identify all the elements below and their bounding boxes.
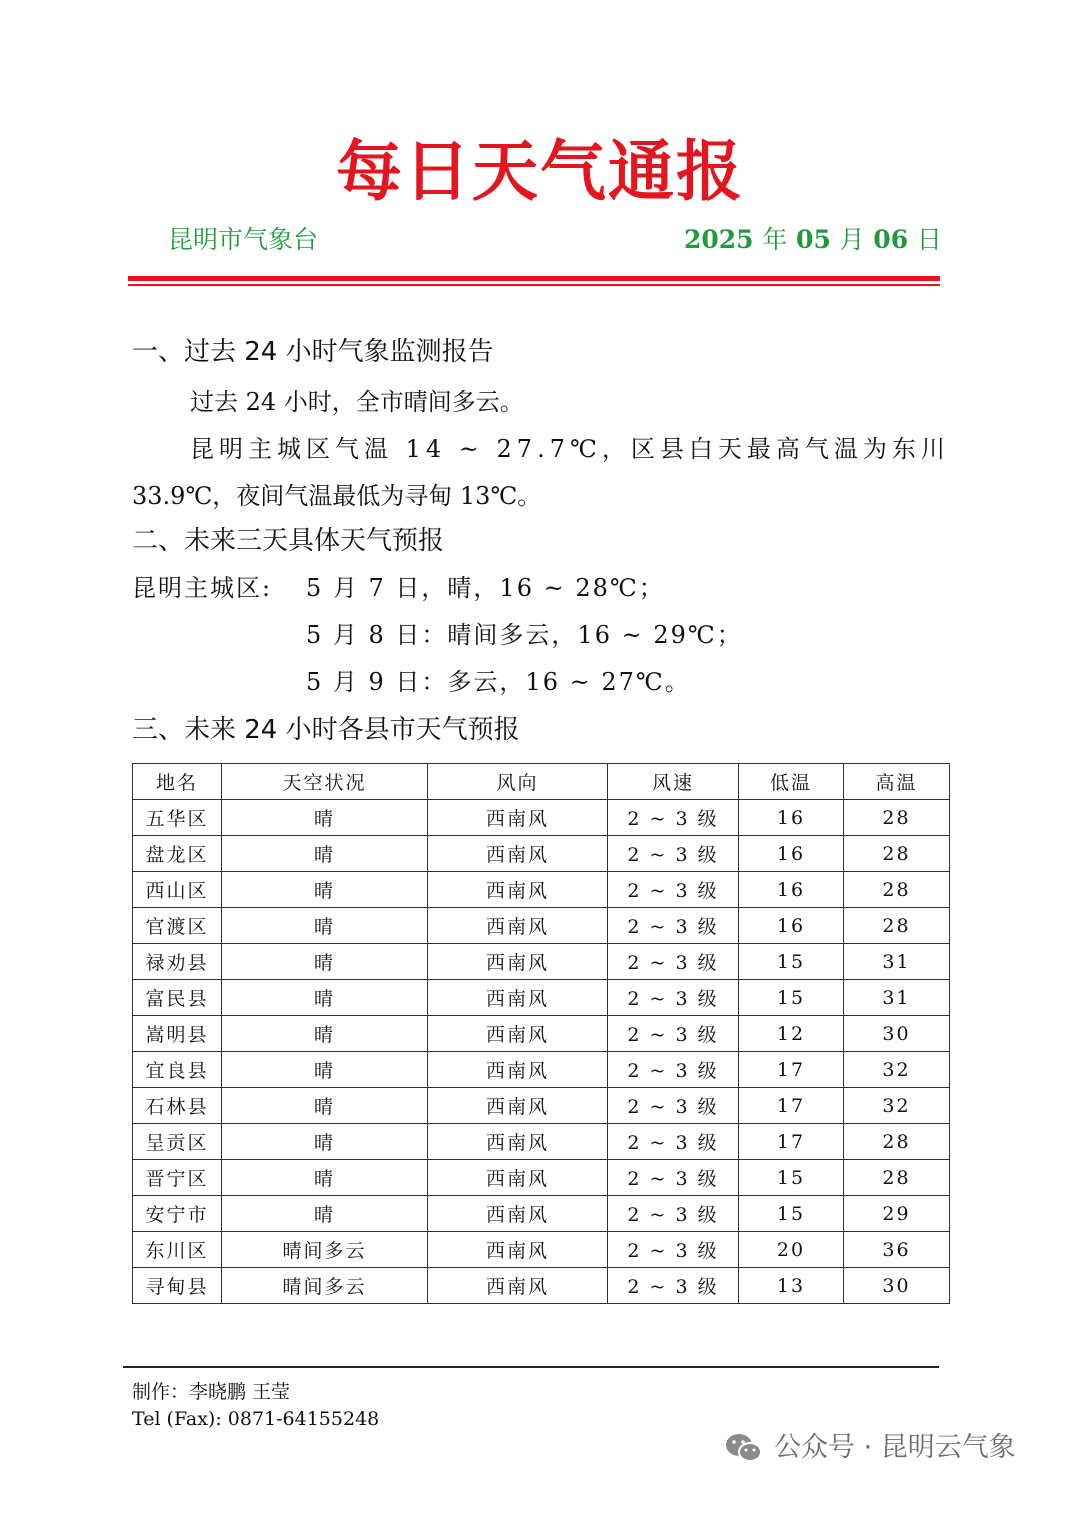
cell-sky: 晴 <box>222 836 428 872</box>
cell-wind-direction: 西南风 <box>428 1196 608 1232</box>
cell-wind-direction: 西南风 <box>428 1052 608 1088</box>
cell-wind-direction: 西南风 <box>428 1088 608 1124</box>
footer-tel: Tel (Fax): 0871-64155248 <box>132 1408 380 1430</box>
cell-high-temp: 30 <box>844 1016 950 1052</box>
cell-high-temp: 32 <box>844 1088 950 1124</box>
cell-wind-speed: 2 ~ 3 级 <box>608 872 739 908</box>
table-row <box>133 1016 950 1052</box>
cell-name: 宜良县 <box>133 1052 222 1088</box>
cell-name: 安宁市 <box>133 1196 222 1232</box>
cell-wind-direction: 西南风 <box>428 1268 608 1304</box>
table-row <box>133 1052 950 1088</box>
table-row <box>133 836 950 872</box>
cell-low-temp: 16 <box>739 836 844 872</box>
cell-sky: 晴 <box>222 1124 428 1160</box>
cell-name: 呈贡区 <box>133 1124 222 1160</box>
cell-sky: 晴 <box>222 800 428 836</box>
county-forecast-table <box>132 763 950 1304</box>
cell-wind-speed: 2 ~ 3 级 <box>608 800 739 836</box>
cell-high-temp: 28 <box>844 800 950 836</box>
watermark <box>724 1428 1016 1468</box>
table-row <box>133 1160 950 1196</box>
wechat-icon <box>724 1431 764 1465</box>
col-header-low-temp: 低温 <box>739 764 844 800</box>
cell-low-temp: 15 <box>739 980 844 1016</box>
cell-low-temp: 16 <box>739 872 844 908</box>
cell-low-temp: 15 <box>739 1196 844 1232</box>
cell-high-temp: 28 <box>844 1124 950 1160</box>
cell-wind-direction: 西南风 <box>428 800 608 836</box>
cell-wind-speed: 2 ~ 3 级 <box>608 1196 739 1232</box>
watermark-text: 公众号 · 昆明云气象 <box>774 1432 1016 1463</box>
forecast-day-3: 5 月 9 日：多云，16 ~ 27℃。 <box>306 668 691 696</box>
cell-name: 晋宁区 <box>133 1160 222 1196</box>
table-row <box>133 944 950 980</box>
cell-sky: 晴 <box>222 1088 428 1124</box>
cell-high-temp: 28 <box>844 872 950 908</box>
cell-wind-direction: 西南风 <box>428 1160 608 1196</box>
cell-wind-speed: 2 ~ 3 级 <box>608 1268 739 1304</box>
table-row <box>133 1124 950 1160</box>
cell-sky: 晴间多云 <box>222 1232 428 1268</box>
cell-high-temp: 28 <box>844 1160 950 1196</box>
cell-high-temp: 28 <box>844 908 950 944</box>
col-header-wind-speed: 风速 <box>608 764 739 800</box>
cell-low-temp: 13 <box>739 1268 844 1304</box>
cell-wind-direction: 西南风 <box>428 908 608 944</box>
issuing-org: 昆明市气象台 <box>168 225 319 254</box>
cell-sky: 晴间多云 <box>222 1268 428 1304</box>
cell-low-temp: 15 <box>739 944 844 980</box>
cell-high-temp: 31 <box>844 980 950 1016</box>
cell-name: 西山区 <box>133 872 222 908</box>
cell-wind-direction: 西南风 <box>428 836 608 872</box>
cell-low-temp: 16 <box>739 800 844 836</box>
cell-wind-speed: 2 ~ 3 级 <box>608 980 739 1016</box>
forecast-day-1: 5 月 7 日，晴，16 ~ 28℃； <box>306 574 665 602</box>
cell-high-temp: 31 <box>844 944 950 980</box>
cell-wind-speed: 2 ~ 3 级 <box>608 1160 739 1196</box>
cell-low-temp: 17 <box>739 1088 844 1124</box>
cell-high-temp: 28 <box>844 836 950 872</box>
cell-sky: 晴 <box>222 980 428 1016</box>
cell-sky: 晴 <box>222 1160 428 1196</box>
col-header-sky: 天空状况 <box>222 764 428 800</box>
cell-wind-speed: 2 ~ 3 级 <box>608 1232 739 1268</box>
cell-wind-speed: 2 ~ 3 级 <box>608 1088 739 1124</box>
table-row <box>133 1232 950 1268</box>
table-row <box>133 1088 950 1124</box>
section1-paragraph2-line2: 33.9℃，夜间气温最低为寻甸 13℃。 <box>132 482 542 510</box>
footer-rule <box>123 1366 939 1368</box>
cell-wind-direction: 西南风 <box>428 1016 608 1052</box>
cell-wind-speed: 2 ~ 3 级 <box>608 1124 739 1160</box>
cell-name: 官渡区 <box>133 908 222 944</box>
issue-date: 2025 年 05 月 06 日 <box>684 225 942 254</box>
section1-paragraph2-line1: 昆明主城区气温 14 ~ 27.7℃，区县白天最高气温为东川 <box>190 435 950 463</box>
cell-name: 东川区 <box>133 1232 222 1268</box>
cell-low-temp: 12 <box>739 1016 844 1052</box>
cell-wind-speed: 2 ~ 3 级 <box>608 944 739 980</box>
forecast-city-label: 昆明主城区: <box>132 574 273 602</box>
cell-low-temp: 17 <box>739 1124 844 1160</box>
cell-name: 嵩明县 <box>133 1016 222 1052</box>
cell-sky: 晴 <box>222 872 428 908</box>
table-row <box>133 1196 950 1232</box>
col-header-name: 地名 <box>133 764 222 800</box>
table-row <box>133 872 950 908</box>
cell-high-temp: 30 <box>844 1268 950 1304</box>
cell-name: 盘龙区 <box>133 836 222 872</box>
cell-sky: 晴 <box>222 1196 428 1232</box>
footer-maker: 制作：李晓鹏 王莹 <box>132 1381 291 1403</box>
cell-wind-speed: 2 ~ 3 级 <box>608 836 739 872</box>
cell-low-temp: 17 <box>739 1052 844 1088</box>
cell-name: 富民县 <box>133 980 222 1016</box>
cell-name: 石林县 <box>133 1088 222 1124</box>
col-header-wind-direction: 风向 <box>428 764 608 800</box>
table-row <box>133 980 950 1016</box>
section3-heading: 三、未来 24 小时各县市天气预报 <box>132 715 520 745</box>
cell-name: 禄劝县 <box>133 944 222 980</box>
table-header-row <box>133 764 950 800</box>
cell-name: 五华区 <box>133 800 222 836</box>
cell-wind-direction: 西南风 <box>428 1124 608 1160</box>
cell-high-temp: 32 <box>844 1052 950 1088</box>
cell-low-temp: 16 <box>739 908 844 944</box>
report-title: 每日天气通报 <box>336 133 744 210</box>
header-rule-thin <box>128 284 940 286</box>
cell-sky: 晴 <box>222 1016 428 1052</box>
forecast-day-2: 5 月 8 日：晴间多云，16 ~ 29℃； <box>306 621 743 649</box>
header-rule-thick <box>128 276 940 281</box>
cell-wind-direction: 西南风 <box>428 1232 608 1268</box>
cell-wind-direction: 西南风 <box>428 944 608 980</box>
cell-low-temp: 20 <box>739 1232 844 1268</box>
table-row <box>133 908 950 944</box>
cell-wind-direction: 西南风 <box>428 872 608 908</box>
cell-high-temp: 36 <box>844 1232 950 1268</box>
section2-heading: 二、未来三天具体天气预报 <box>132 526 445 556</box>
col-header-high-temp: 高温 <box>844 764 950 800</box>
cell-high-temp: 29 <box>844 1196 950 1232</box>
section1-paragraph1: 过去 24 小时，全市晴间多云。 <box>190 388 524 416</box>
cell-wind-direction: 西南风 <box>428 980 608 1016</box>
cell-sky: 晴 <box>222 944 428 980</box>
section1-heading: 一、过去 24 小时气象监测报告 <box>132 337 494 367</box>
cell-wind-speed: 2 ~ 3 级 <box>608 1052 739 1088</box>
cell-sky: 晴 <box>222 1052 428 1088</box>
cell-name: 寻甸县 <box>133 1268 222 1304</box>
cell-wind-speed: 2 ~ 3 级 <box>608 1016 739 1052</box>
table-row <box>133 1268 950 1304</box>
cell-low-temp: 15 <box>739 1160 844 1196</box>
cell-sky: 晴 <box>222 908 428 944</box>
cell-wind-speed: 2 ~ 3 级 <box>608 908 739 944</box>
table-row <box>133 800 950 836</box>
